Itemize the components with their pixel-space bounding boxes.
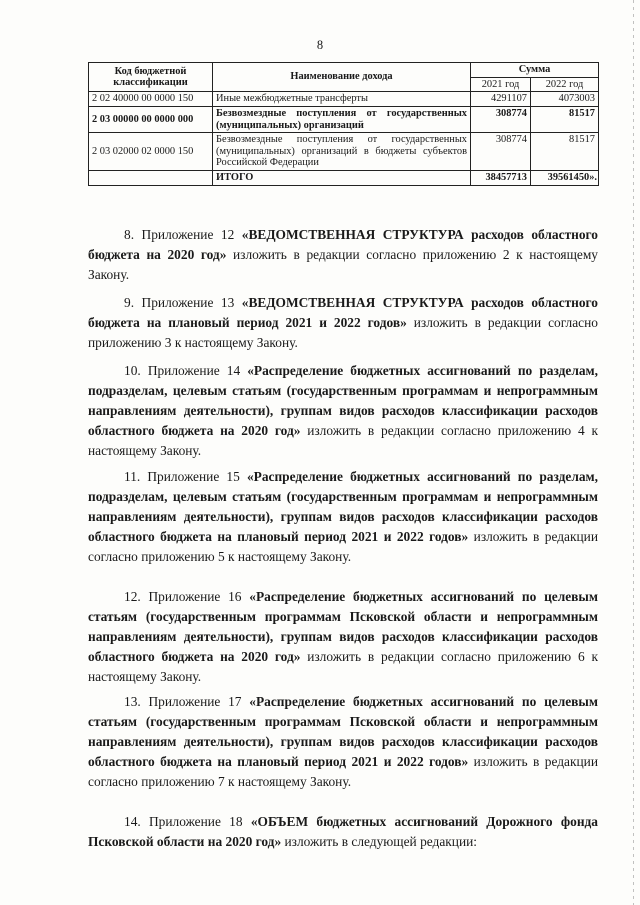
header-code: Код бюджетной классификации — [89, 63, 213, 92]
paragraph-title: «ВЕДОМСТВЕННАЯ СТРУКТУРА расходов областного бюджета на 2020 год» — [88, 227, 598, 262]
paragraph-prefix: 11. Приложение 15 — [124, 469, 247, 484]
cell-2022: 81517 — [531, 106, 599, 132]
paragraph-title: «Распределение бюджетных ассигнований по разделам, подразделам, целевым статьям (государственным программам и непрограммным направлениям деятельности), группам видов расходов классификации расходов областного бюджета на 2020 год» — [88, 363, 598, 438]
page-number: 8 — [316, 38, 324, 52]
cell-2021: 308774 — [471, 133, 531, 171]
paragraph-prefix: 12. Приложение 16 — [124, 589, 250, 604]
cell-name: ИТОГО — [213, 171, 471, 186]
cell-2022: 39561450». — [531, 171, 599, 186]
header-year-2021: 2021 год — [471, 77, 531, 92]
cell-2021: 308774 — [471, 106, 531, 132]
cell-2022: 4073003 — [531, 92, 599, 107]
paragraph-suffix: изложить в редакции согласно приложению 2 к настоящему Закону. — [88, 247, 598, 282]
paragraph-prefix: 14. Приложение 18 — [124, 814, 251, 829]
cell-2021: 38457713 — [471, 171, 531, 186]
paragraph-suffix: изложить в редакции согласно приложению 5 к настоящему Закону. — [88, 529, 598, 564]
table-row — [89, 92, 599, 107]
paragraph-title: «Распределение бюджетных ассигнований по целевым статьям (государственным программам Псковской области и непрограммным направлениям деятельности), группам видов расходов классификации расходов областного бюджета на плановый период 2021 и 2022 годов» — [88, 694, 598, 769]
scan-edge — [633, 0, 634, 905]
paragraph-title: «ВЕДОМСТВЕННАЯ СТРУКТУРА расходов областного бюджета на плановый период 2021 и 2022 годов» — [88, 295, 598, 330]
header-name: Наименование дохода — [213, 63, 471, 92]
paragraph-prefix: 13. Приложение 17 — [124, 694, 250, 709]
table-header-row — [89, 63, 599, 78]
table-total-row — [89, 171, 599, 186]
paragraph-title: «Распределение бюджетных ассигнований по целевым статьям (государственным программам Псковской области и непрограммным направлениям деятельности), группам видов расходов классификации расходов областного бюджета на 2020 год» — [88, 589, 598, 664]
header-sum: Сумма — [471, 63, 599, 78]
revenue-table — [88, 62, 599, 186]
paragraph-item-11 — [88, 467, 598, 567]
cell-name: Иные межбюджетные трансферты — [213, 92, 471, 107]
paragraph-title: «Распределение бюджетных ассигнований по разделам, подразделам, целевым статьям (государственным программам и непрограммным направлениям деятельности), группам видов расходов классификации расходов областного бюджета на плановый период 2021 и 2022 годов» — [88, 469, 598, 544]
paragraph-item-13 — [88, 692, 598, 792]
paragraph-prefix: 9. Приложение 13 — [124, 295, 242, 310]
paragraph-suffix: изложить в следующей редакции: — [281, 834, 478, 849]
cell-name: Безвозмездные поступления от государственных (муниципальных) организаций в бюджеты субъектов Российской Федерации — [213, 133, 471, 171]
table-row — [89, 133, 599, 171]
paragraph-title: «ОБЪЕМ бюджетных ассигнований Дорожного фонда Псковской области на 2020 год» — [88, 814, 599, 849]
cell-2022: 81517 — [531, 133, 599, 171]
paragraph-item-9 — [88, 293, 598, 353]
paragraph-item-12 — [88, 587, 598, 687]
paragraph-item-10 — [88, 361, 598, 461]
cell-code — [89, 171, 213, 186]
paragraph-item-14 — [88, 812, 598, 852]
paragraph-suffix: изложить в редакции согласно приложению 4 к настоящему Закону. — [88, 423, 598, 458]
header-year-2022: 2022 год — [531, 77, 599, 92]
paragraph-prefix: 10. Приложение 14 — [124, 363, 248, 378]
cell-code: 2 03 02000 02 0000 150 — [89, 133, 213, 171]
paragraph-item-8 — [88, 225, 598, 285]
cell-code: 2 03 00000 00 0000 000 — [89, 106, 213, 132]
cell-name: Безвозмездные поступления от государственных (муниципальных) организаций — [213, 106, 471, 132]
cell-2021: 4291107 — [471, 92, 531, 107]
paragraph-suffix: изложить в редакции согласно приложению 3 к настоящему Закону. — [88, 315, 598, 350]
paragraph-prefix: 8. Приложение 12 — [124, 227, 242, 242]
cell-code: 2 02 40000 00 0000 150 — [89, 92, 213, 107]
paragraph-suffix: изложить в редакции согласно приложению 7 к настоящему Закону. — [88, 754, 598, 789]
paragraph-suffix: изложить в редакции согласно приложению 6 к настоящему Закону. — [88, 649, 598, 684]
table-row — [89, 106, 599, 132]
